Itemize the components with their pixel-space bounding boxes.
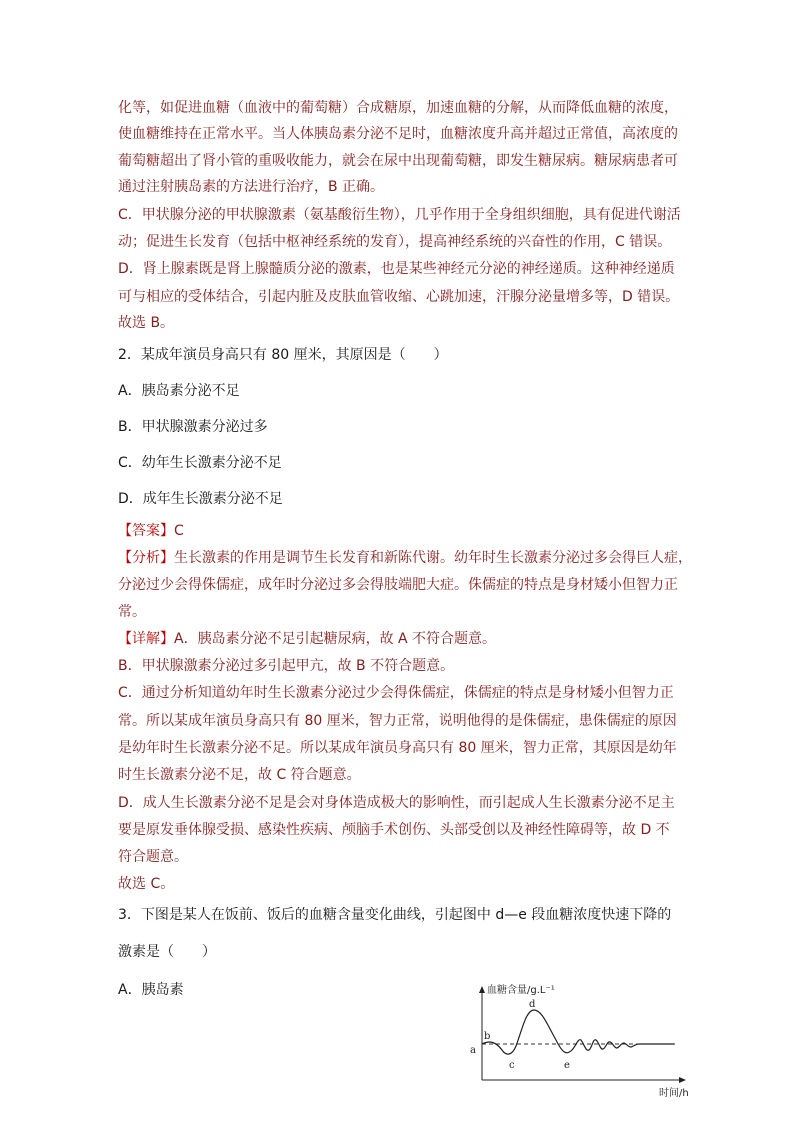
- detail-text: A．胰岛素分泌不足引起糖尿病，故 A 不符合题意。: [174, 631, 497, 647]
- y-axis-label: 血糖含量/g.L⁻¹: [487, 985, 555, 996]
- explanation-line: 通过注射胰岛素的方法进行治疗，B 正确。: [118, 179, 385, 195]
- detail-line: 故选 C。: [118, 876, 175, 892]
- x-axis-label: 时间/h: [659, 1088, 689, 1099]
- explanation-line: 动；促进生长发育（包括中枢神经系统的发育），提高神经系统的兴奋性的作用，C 错误。: [118, 234, 672, 250]
- answer-value: C: [174, 523, 184, 539]
- question-2-option-c: C．幼年生长激素分泌不足: [118, 455, 282, 471]
- question-2-option-b: B．甲状腺激素分泌过多: [118, 419, 268, 435]
- detail-line: 常。所以某成年演员身高只有 80 厘米，智力正常，说明他得的是侏儒症，患侏儒症的原因: [118, 713, 677, 729]
- question-2-option-a: A．胰岛素分泌不足: [118, 383, 240, 399]
- detail-line: C．通过分析知道幼年时生长激素分泌过少会得侏儒症，侏儒症的特点是身材矮小但智力正: [118, 685, 674, 701]
- x-axis-arrow: [679, 1077, 686, 1083]
- detail-line: 要是原发垂体腺受损、感染性疾病、颅脑手术创伤、头部受创以及神经性障碍等，故 D 不: [118, 822, 670, 838]
- point-label-e: e: [564, 1060, 570, 1071]
- point-label-b: b: [484, 1031, 491, 1042]
- explanation-line: 使血糖维持在正常水平。当人体胰岛素分泌不足时，血糖浓度升高并超过正常值，高浓度的: [118, 126, 678, 142]
- detail-line: D．成人生长激素分泌不足是会对身体造成极大的影响性，而引起成人生长激素分泌不足主: [118, 795, 675, 811]
- point-label-d: d: [529, 999, 536, 1010]
- detail-line: 是幼年时生长激素分泌不足。所以某成年演员身高只有 80 厘米，智力正常，其原因是幼年: [118, 740, 677, 756]
- y-axis-arrow: [479, 986, 485, 993]
- detail-tag: 【详解】: [118, 631, 174, 647]
- analysis-line: 常。: [118, 604, 146, 620]
- point-label-a: a: [470, 1045, 476, 1056]
- explanation-line: 故选 B。: [118, 315, 175, 331]
- question-2-stem: 2．某成年演员身高只有 80 厘米，其原因是（ ）: [118, 347, 448, 363]
- analysis-line: [118, 548, 692, 568]
- explanation-line: 化等，如促进血糖（血液中的葡萄糖）合成糖原，加速血糖的分解，从而降低血糖的浓度，: [118, 100, 678, 116]
- question-2-option-d: D．成年生长激素分泌不足: [118, 491, 283, 507]
- answer-tag: 【答案】: [118, 523, 174, 539]
- explanation-line: 葡萄糖超出了肾小管的重吸收能力，就会在尿中出现葡萄糖，即发生糖尿病。糖尿病患者可: [118, 153, 678, 169]
- blood-glucose-curve-figure: [462, 980, 702, 1100]
- explanation-line: C．甲状腺分泌的甲状腺激素（氨基酸衍生物），几乎作用于全身组织细胞，具有促进代谢活: [118, 207, 681, 223]
- explanation-line: D．肾上腺素既是肾上腺髓质分泌的激素，也是某些神经元分泌的神经递质。这种神经递质: [118, 261, 675, 277]
- question-3-option-a: A．胰岛素: [118, 982, 184, 998]
- analysis-line: 分泌过少会得侏儒症，成年时分泌过多会得肢端肥大症。侏儒症的特点是身材矮小但智力正: [118, 577, 678, 593]
- analysis-text: 生长激素的作用是调节生长发育和新陈代谢。幼年时生长激素分泌过多会得巨人症，: [174, 550, 692, 566]
- question-3-stem-line-2: 激素是（ ）: [118, 944, 216, 960]
- point-label-c: c: [509, 1060, 515, 1071]
- question-3-stem-line-1: 3．下图是某人在饭前、饭后的血糖含量变化曲线，引起图中 d—e 段血糖浓度快速下降的: [118, 907, 672, 923]
- analysis-tag: 【分析】: [118, 550, 174, 566]
- detail-line: 符合题意。: [118, 849, 188, 865]
- detail-line: B．甲状腺激素分泌过多引起甲亢，故 B 不符合题意。: [118, 658, 455, 674]
- blood-glucose-curve: [482, 1010, 674, 1054]
- detail-line: 时生长激素分泌不足，故 C 符合题意。: [118, 767, 361, 783]
- detail-line: [118, 629, 496, 649]
- answer-line: [118, 521, 184, 541]
- explanation-line: 可与相应的受体结合，引起内脏及皮肤血管收缩、心跳加速，汗腺分泌量增多等，D 错误。: [118, 289, 680, 305]
